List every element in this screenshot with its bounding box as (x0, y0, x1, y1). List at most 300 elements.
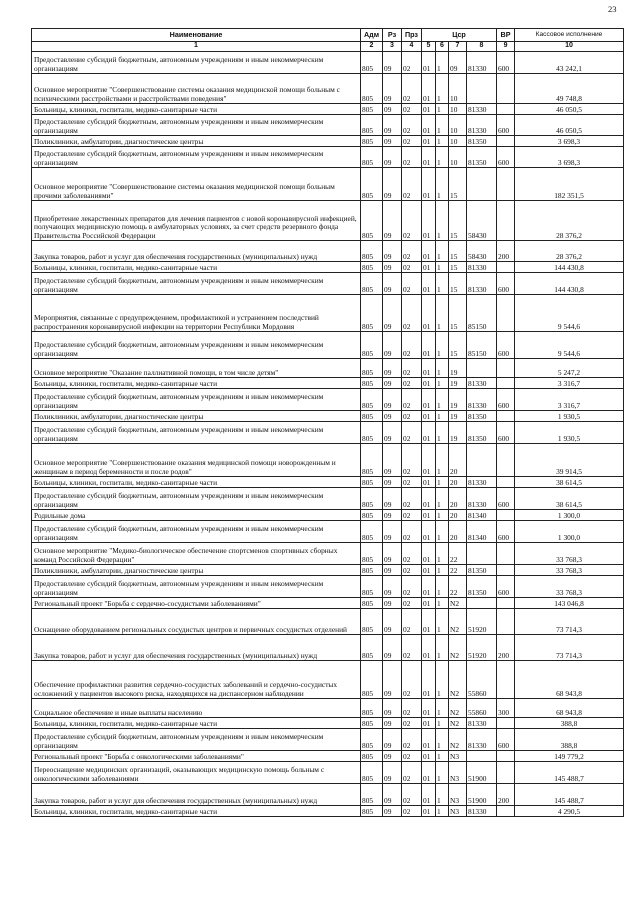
row-adm: 805 (361, 521, 383, 543)
row-csr-event: 20 (449, 444, 467, 477)
row-csr-program: 01 (422, 52, 436, 74)
row-csr-program: 01 (422, 262, 436, 273)
row-csr-program: 01 (422, 576, 436, 598)
row-vr (497, 598, 515, 609)
row-adm: 805 (361, 576, 383, 598)
row-name: Больницы, клиники, госпитали, медико-санитарные части (32, 378, 361, 389)
row-vr (497, 751, 515, 762)
row-csr-direction: 81330 (467, 262, 497, 273)
row-csr-program: 01 (422, 510, 436, 521)
table-row (32, 762, 624, 784)
row-vr (497, 168, 515, 201)
row-vr: 200 (497, 784, 515, 806)
table-row (32, 598, 624, 609)
row-adm: 805 (361, 661, 383, 699)
col-index: 6 (436, 42, 449, 52)
row-csr-direction: 58430 (467, 241, 497, 262)
row-prz: 02 (402, 295, 422, 332)
row-csr-direction: 58430 (467, 201, 497, 241)
row-csr-event: 19 (449, 378, 467, 389)
row-csr-event: N3 (449, 784, 467, 806)
row-vr (497, 74, 515, 104)
row-adm: 805 (361, 806, 383, 817)
row-amount: 38 614,5 (515, 488, 624, 510)
row-prz: 02 (402, 422, 422, 444)
row-csr-event: N2 (449, 718, 467, 729)
row-amount: 388,8 (515, 718, 624, 729)
row-amount: 73 714,3 (515, 635, 624, 661)
row-amount: 39 914,5 (515, 444, 624, 477)
row-csr-direction: 81330 (467, 52, 497, 74)
row-name: Больницы, клиники, госпитали, медико-санитарные части (32, 718, 361, 729)
row-adm: 805 (361, 718, 383, 729)
table-row (32, 576, 624, 598)
row-name: Закупка товаров, работ и услуг для обеспечения государственных (муниципальных) нужд (32, 635, 361, 661)
row-adm: 805 (361, 332, 383, 359)
row-prz: 02 (402, 74, 422, 104)
row-csr-subprogram: 1 (436, 115, 449, 136)
row-csr-program: 01 (422, 115, 436, 136)
row-amount: 28 376,2 (515, 201, 624, 241)
row-amount: 9 544,6 (515, 295, 624, 332)
row-amount: 43 242,1 (515, 52, 624, 74)
row-vr (497, 661, 515, 699)
row-prz: 02 (402, 378, 422, 389)
row-csr-subprogram: 1 (436, 488, 449, 510)
row-csr-direction (467, 444, 497, 477)
row-amount: 49 748,8 (515, 74, 624, 104)
row-adm: 805 (361, 609, 383, 635)
row-adm: 805 (361, 359, 383, 378)
row-prz: 02 (402, 576, 422, 598)
row-csr-direction: 81330 (467, 718, 497, 729)
row-csr-subprogram: 1 (436, 241, 449, 262)
row-rz: 09 (383, 115, 402, 136)
row-csr-subprogram: 1 (436, 136, 449, 147)
row-vr: 600 (497, 488, 515, 510)
row-vr: 200 (497, 241, 515, 262)
row-csr-event: N2 (449, 699, 467, 718)
row-name: Больницы, клиники, госпитали, медико-санитарные части (32, 104, 361, 115)
row-name: Региональный проект "Борьба с сердечно-сосудистыми заболеваниями" (32, 598, 361, 609)
row-csr-subprogram: 1 (436, 389, 449, 411)
row-adm: 805 (361, 565, 383, 576)
table-row (32, 295, 624, 332)
row-csr-event: 15 (449, 201, 467, 241)
row-csr-event: 19 (449, 359, 467, 378)
row-csr-direction: 55860 (467, 661, 497, 699)
row-csr-program: 01 (422, 147, 436, 168)
row-csr-program: 01 (422, 444, 436, 477)
row-name: Оснащение оборудованием региональных сосудистых центров и первичных сосудистых отделений (32, 609, 361, 635)
row-csr-event: 15 (449, 295, 467, 332)
row-adm: 805 (361, 262, 383, 273)
row-prz: 02 (402, 359, 422, 378)
row-name: Социальное обеспечение и иные выплаты населению (32, 699, 361, 718)
row-vr: 600 (497, 52, 515, 74)
row-csr-event: 22 (449, 576, 467, 598)
row-csr-subprogram: 1 (436, 661, 449, 699)
row-csr-program: 01 (422, 806, 436, 817)
row-csr-program: 01 (422, 598, 436, 609)
row-amount: 46 050,5 (515, 115, 624, 136)
row-name: Мероприятия, связанные с предупреждением, профилактикой и устранением последствий распространения коронавирусной инфекции на территории Республики Мордовия (32, 295, 361, 332)
row-csr-subprogram: 1 (436, 521, 449, 543)
table-row (32, 699, 624, 718)
table-row (32, 543, 624, 565)
table-row (32, 729, 624, 751)
row-csr-direction: 81330 (467, 729, 497, 751)
row-adm: 805 (361, 477, 383, 488)
row-csr-direction: 55860 (467, 699, 497, 718)
row-prz: 02 (402, 699, 422, 718)
row-prz: 02 (402, 751, 422, 762)
row-csr-event: 10 (449, 147, 467, 168)
row-prz: 02 (402, 201, 422, 241)
row-csr-event: 09 (449, 52, 467, 74)
row-amount: 5 247,2 (515, 359, 624, 378)
row-vr (497, 762, 515, 784)
table-row (32, 609, 624, 635)
row-csr-direction: 81350 (467, 411, 497, 422)
row-csr-subprogram: 1 (436, 806, 449, 817)
row-adm: 805 (361, 115, 383, 136)
row-csr-program: 01 (422, 422, 436, 444)
row-vr (497, 609, 515, 635)
row-vr (497, 411, 515, 422)
row-csr-direction: 85150 (467, 295, 497, 332)
row-csr-direction: 81340 (467, 510, 497, 521)
row-csr-program: 01 (422, 762, 436, 784)
row-csr-program: 01 (422, 332, 436, 359)
row-csr-subprogram: 1 (436, 609, 449, 635)
row-csr-program: 01 (422, 389, 436, 411)
row-csr-program: 01 (422, 635, 436, 661)
col-index: 3 (383, 42, 402, 52)
row-name: Основное мероприятие "Совершенствование системы оказания медицинской помощи больным с психическими расстройствами и расстройствами поведения" (32, 74, 361, 104)
table-row (32, 262, 624, 273)
row-csr-subprogram: 1 (436, 295, 449, 332)
row-rz: 09 (383, 661, 402, 699)
table-row (32, 201, 624, 241)
row-adm: 805 (361, 699, 383, 718)
row-rz: 09 (383, 295, 402, 332)
row-adm: 805 (361, 201, 383, 241)
row-amount: 38 614,5 (515, 477, 624, 488)
table-row (32, 52, 624, 74)
row-amount: 3 698,3 (515, 147, 624, 168)
header-prz: Прз (402, 29, 422, 42)
row-amount: 3 316,7 (515, 378, 624, 389)
row-csr-subprogram: 1 (436, 635, 449, 661)
row-amount: 144 430,8 (515, 273, 624, 295)
row-adm: 805 (361, 598, 383, 609)
row-adm: 805 (361, 762, 383, 784)
row-adm: 805 (361, 751, 383, 762)
row-rz: 09 (383, 751, 402, 762)
row-prz: 02 (402, 136, 422, 147)
row-csr-event: 20 (449, 510, 467, 521)
row-csr-direction: 81350 (467, 565, 497, 576)
row-vr: 200 (497, 635, 515, 661)
row-name: Переоснащение медицинских организаций, оказывающих медицинскую помощь больным с онкологическими заболеваниями (32, 762, 361, 784)
table-row (32, 332, 624, 359)
row-csr-direction: 51900 (467, 784, 497, 806)
table-row (32, 136, 624, 147)
row-csr-direction: 81330 (467, 273, 497, 295)
row-rz: 09 (383, 521, 402, 543)
row-csr-program: 01 (422, 241, 436, 262)
row-amount: 73 714,3 (515, 609, 624, 635)
row-prz: 02 (402, 389, 422, 411)
header-name: Наименование (32, 29, 361, 42)
row-csr-event: 10 (449, 74, 467, 104)
row-csr-subprogram: 1 (436, 262, 449, 273)
row-name: Предоставление субсидий бюджетным, автономным учреждениям и иным некоммерческим организациям (32, 521, 361, 543)
row-vr (497, 359, 515, 378)
row-name: Предоставление субсидий бюджетным, автономным учреждениям и иным некоммерческим организациям (32, 422, 361, 444)
row-csr-direction: 81330 (467, 477, 497, 488)
table-row (32, 751, 624, 762)
table-row (32, 378, 624, 389)
row-csr-subprogram: 1 (436, 332, 449, 359)
row-rz: 09 (383, 609, 402, 635)
row-csr-program: 01 (422, 168, 436, 201)
row-csr-subprogram: 1 (436, 273, 449, 295)
row-rz: 09 (383, 729, 402, 751)
row-csr-program: 01 (422, 565, 436, 576)
row-csr-direction: 81330 (467, 104, 497, 115)
table-header-row (32, 29, 624, 42)
row-amount: 182 351,5 (515, 168, 624, 201)
col-index: 1 (32, 42, 361, 52)
row-vr: 600 (497, 273, 515, 295)
table-row (32, 806, 624, 817)
row-csr-direction: 81340 (467, 521, 497, 543)
row-prz: 02 (402, 104, 422, 115)
row-adm: 805 (361, 74, 383, 104)
row-csr-direction (467, 359, 497, 378)
row-csr-subprogram: 1 (436, 699, 449, 718)
row-amount: 145 488,7 (515, 762, 624, 784)
row-csr-program: 01 (422, 378, 436, 389)
row-csr-event: 20 (449, 488, 467, 510)
row-name: Предоставление субсидий бюджетным, автономным учреждениям и иным некоммерческим организациям (32, 332, 361, 359)
row-name: Поликлиники, амбулатории, диагностические центры (32, 136, 361, 147)
row-rz: 09 (383, 477, 402, 488)
row-adm: 805 (361, 444, 383, 477)
row-rz: 09 (383, 74, 402, 104)
row-vr: 600 (497, 115, 515, 136)
table-row (32, 784, 624, 806)
row-csr-program: 01 (422, 521, 436, 543)
row-csr-program: 01 (422, 295, 436, 332)
row-csr-event: 19 (449, 422, 467, 444)
row-vr (497, 543, 515, 565)
row-prz: 02 (402, 635, 422, 661)
row-csr-event: 20 (449, 477, 467, 488)
row-vr (497, 806, 515, 817)
row-rz: 09 (383, 136, 402, 147)
row-adm: 805 (361, 635, 383, 661)
col-index: 5 (422, 42, 436, 52)
row-csr-subprogram: 1 (436, 784, 449, 806)
row-csr-subprogram: 1 (436, 104, 449, 115)
table-row (32, 635, 624, 661)
table-row (32, 510, 624, 521)
row-adm: 805 (361, 543, 383, 565)
row-vr: 600 (497, 147, 515, 168)
row-csr-direction: 85150 (467, 332, 497, 359)
row-csr-subprogram: 1 (436, 411, 449, 422)
row-rz: 09 (383, 359, 402, 378)
row-adm: 805 (361, 389, 383, 411)
row-amount: 1 930,5 (515, 422, 624, 444)
row-rz: 09 (383, 52, 402, 74)
table-row (32, 168, 624, 201)
row-prz: 02 (402, 762, 422, 784)
row-vr (497, 262, 515, 273)
row-csr-subprogram: 1 (436, 751, 449, 762)
row-amount: 143 046,8 (515, 598, 624, 609)
row-vr (497, 295, 515, 332)
row-name: Предоставление субсидий бюджетным, автономным учреждениям и иным некоммерческим организациям (32, 389, 361, 411)
row-csr-event: 15 (449, 241, 467, 262)
row-amount: 3 316,7 (515, 389, 624, 411)
row-amount: 1 300,0 (515, 521, 624, 543)
row-amount: 1 300,0 (515, 510, 624, 521)
row-amount: 1 930,5 (515, 411, 624, 422)
page-number: 23 (608, 4, 617, 14)
row-csr-program: 01 (422, 718, 436, 729)
row-rz: 09 (383, 262, 402, 273)
row-prz: 02 (402, 168, 422, 201)
row-prz: 02 (402, 543, 422, 565)
row-csr-program: 01 (422, 104, 436, 115)
table-row (32, 477, 624, 488)
row-rz: 09 (383, 565, 402, 576)
row-csr-subprogram: 1 (436, 729, 449, 751)
header-adm: Адм (361, 29, 383, 42)
row-csr-subprogram: 1 (436, 52, 449, 74)
row-csr-program: 01 (422, 751, 436, 762)
row-rz: 09 (383, 784, 402, 806)
row-csr-direction: 81330 (467, 488, 497, 510)
table-row (32, 104, 624, 115)
row-adm: 805 (361, 136, 383, 147)
table-body (32, 52, 624, 817)
row-name: Приобретение лекарственных препаратов для лечения пациентов с новой коронавирусной инфекцией, получающих медицинскую помощь в амбулаторных условиях, за счет средств резервного фонда Правительства Российской Федерации (32, 201, 361, 241)
row-csr-subprogram: 1 (436, 444, 449, 477)
row-csr-event: N2 (449, 598, 467, 609)
row-prz: 02 (402, 332, 422, 359)
row-name: Больницы, клиники, госпитали, медико-санитарные части (32, 262, 361, 273)
row-csr-subprogram: 1 (436, 576, 449, 598)
row-adm: 805 (361, 104, 383, 115)
row-csr-direction: 81350 (467, 136, 497, 147)
table-row (32, 389, 624, 411)
row-csr-subprogram: 1 (436, 168, 449, 201)
row-rz: 09 (383, 411, 402, 422)
row-csr-event: N2 (449, 729, 467, 751)
col-index: 10 (515, 42, 624, 52)
row-amount: 33 768,3 (515, 576, 624, 598)
row-prz: 02 (402, 241, 422, 262)
row-prz: 02 (402, 565, 422, 576)
row-prz: 02 (402, 661, 422, 699)
row-name: Предоставление субсидий бюджетным, автономным учреждениям и иным некоммерческим организациям (32, 273, 361, 295)
row-csr-event: N2 (449, 609, 467, 635)
row-prz: 02 (402, 147, 422, 168)
row-name: Предоставление субсидий бюджетным, автономным учреждениям и иным некоммерческим организациям (32, 488, 361, 510)
table-row (32, 241, 624, 262)
row-prz: 02 (402, 598, 422, 609)
row-amount: 33 768,3 (515, 543, 624, 565)
row-csr-subprogram: 1 (436, 147, 449, 168)
row-rz: 09 (383, 543, 402, 565)
row-amount: 46 050,5 (515, 104, 624, 115)
row-csr-program: 01 (422, 661, 436, 699)
row-vr (497, 136, 515, 147)
row-csr-program: 01 (422, 477, 436, 488)
row-csr-direction (467, 751, 497, 762)
row-name: Основное мероприятие "Медико-биологическое обеспечение спортсменов спортивных сборных команд Российской Федерации" (32, 543, 361, 565)
row-name: Поликлиники, амбулатории, диагностические центры (32, 565, 361, 576)
row-name: Поликлиники, амбулатории, диагностические центры (32, 411, 361, 422)
row-amount: 388,8 (515, 729, 624, 751)
row-adm: 805 (361, 147, 383, 168)
row-csr-subprogram: 1 (436, 378, 449, 389)
row-adm: 805 (361, 411, 383, 422)
row-csr-subprogram: 1 (436, 762, 449, 784)
row-rz: 09 (383, 806, 402, 817)
row-rz: 09 (383, 510, 402, 521)
row-csr-subprogram: 1 (436, 201, 449, 241)
row-adm: 805 (361, 784, 383, 806)
row-vr: 600 (497, 332, 515, 359)
header-amount: Кассовое исполнение (515, 29, 624, 42)
row-vr (497, 718, 515, 729)
row-name: Закупка товаров, работ и услуг для обеспечения государственных (муниципальных) нужд (32, 784, 361, 806)
table-row (32, 488, 624, 510)
row-csr-subprogram: 1 (436, 543, 449, 565)
row-csr-direction (467, 168, 497, 201)
row-amount: 4 290,5 (515, 806, 624, 817)
row-csr-direction (467, 598, 497, 609)
row-name: Больницы, клиники, госпитали, медико-санитарные части (32, 477, 361, 488)
row-csr-event: 10 (449, 115, 467, 136)
table-row (32, 521, 624, 543)
row-rz: 09 (383, 389, 402, 411)
table-row (32, 147, 624, 168)
row-vr: 300 (497, 699, 515, 718)
row-csr-program: 01 (422, 136, 436, 147)
row-adm: 805 (361, 273, 383, 295)
table-row (32, 422, 624, 444)
col-index: 2 (361, 42, 383, 52)
row-csr-direction: 81330 (467, 389, 497, 411)
row-csr-direction (467, 74, 497, 104)
table-row (32, 718, 624, 729)
table-row (32, 444, 624, 477)
row-csr-program: 01 (422, 201, 436, 241)
row-rz: 09 (383, 598, 402, 609)
row-prz: 02 (402, 718, 422, 729)
row-rz: 09 (383, 444, 402, 477)
row-amount: 68 943,8 (515, 699, 624, 718)
row-prz: 02 (402, 477, 422, 488)
row-prz: 02 (402, 488, 422, 510)
